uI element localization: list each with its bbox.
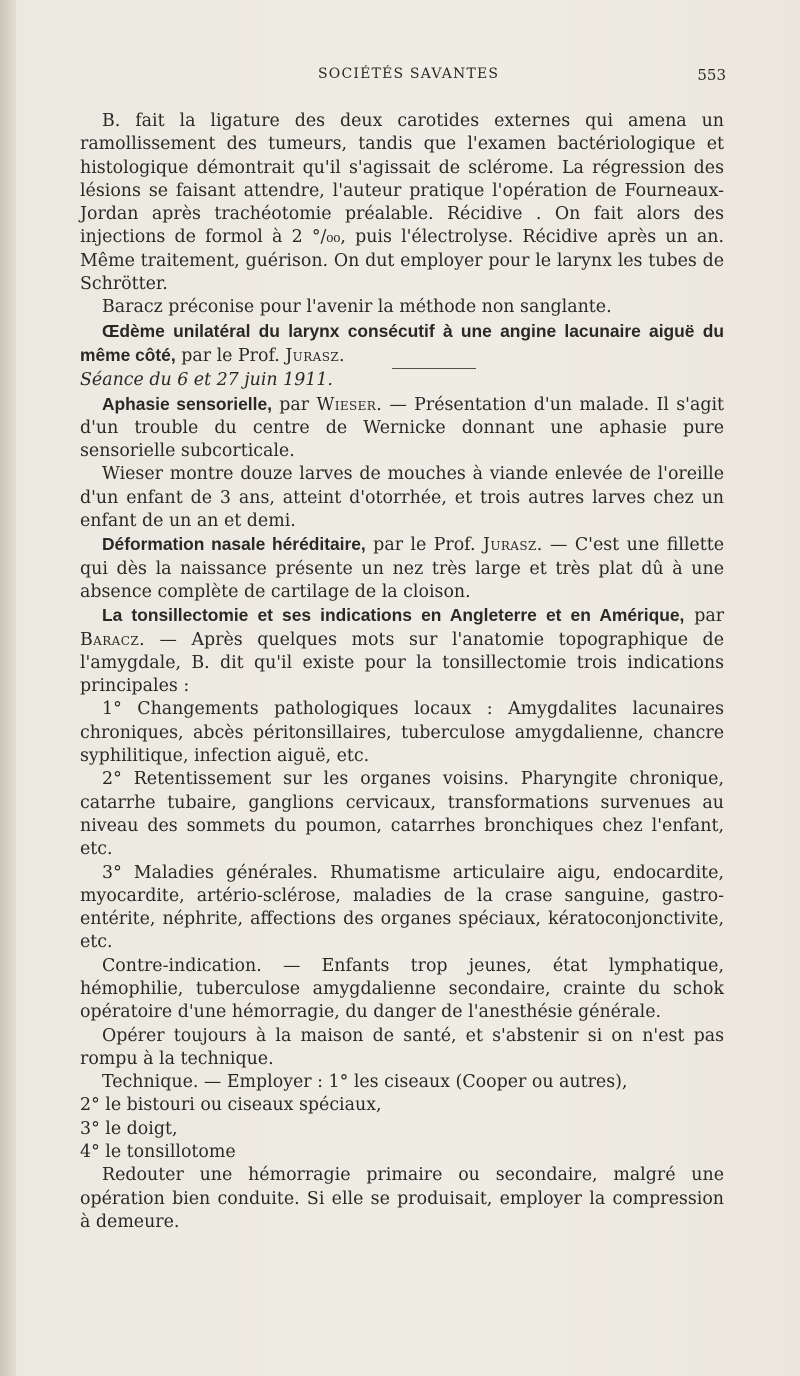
technique-line-4: 4° le tonsillotome	[80, 1142, 236, 1163]
paragraph-indication-1: 1° Changements pathologiques locaux : Amygdalites lacunaires chroniques, abcès péritonsillaires, tuberculose amygdalienne, chancre syphilitique, infection aiguë, etc.	[80, 699, 724, 767]
running-head: SOCIÉTÉS SAVANTES	[318, 66, 500, 82]
section-title-oedeme: Œdème unilatéral du larynx consécutif à une angine lacunaire aiguë du même côté,	[80, 320, 724, 365]
paragraph-contre-indication: Contre-indication. — Enfants trop jeunes, état lymphatique, hémophilie, tuberculose amygdalienne secondaire, crainte du schok opératoire d'une hémorragie, du danger de l'anesthésie générale.	[80, 955, 724, 1023]
paragraph-aphasie	[80, 393, 724, 464]
paragraph-indication-2: 2° Retentissement sur les organes voisins. Pharyngite chronique, catarrhe tubaire, ganglions cervicaux, transformations survenues au niveau des sommets du poumon, catarrhes bronchiques chez l'enfant, etc.	[80, 769, 724, 860]
page-number: 553	[697, 66, 726, 84]
technique-line-1: Technique. — Employer : 1° les ciseaux (Cooper ou autres),	[102, 1072, 628, 1093]
author-wieser: Wieser.	[316, 394, 383, 415]
paragraph-deformation	[80, 533, 724, 604]
tonsillectomie-text: — Après quelques mots sur l'anatomie topographique de l'amygdale, B. dit qu'il existe pour la tonsillectomie trois indications principales :	[80, 629, 724, 697]
page-header	[80, 66, 726, 88]
technique-line-2: 2° le bistouri ou ciseaux spéciaux,	[80, 1095, 382, 1116]
par-text: par le Prof.	[365, 535, 483, 556]
section-title-tonsillectomie: La tonsillectomie et ses indications en Angleterre et en Amérique,	[102, 605, 685, 626]
par-text: par	[271, 394, 317, 415]
technique-line-3: 3° le doigt,	[80, 1118, 178, 1139]
paragraph-oedeme	[80, 320, 724, 369]
par-text: par le Prof.	[175, 345, 286, 366]
paragraph-hemorragie: Redouter une hémorragie primaire ou secondaire, malgré une opération bien conduite. Si elle se produisait, employer la compression à demeure.	[80, 1165, 724, 1232]
paragraph-tonsillectomie	[80, 604, 724, 698]
section-title-aphasie: Aphasie sensorielle,	[102, 393, 272, 414]
body-text	[80, 110, 724, 1234]
paragraph-indication-3: 3° Maladies générales. Rhumatisme articulaire aigu, endocardite, myocardite, artério-sclérose, maladies de la crase sanguine, gastro-entérite, néphrite, affections des organes spéciaux, kératoconjonctivite, etc.	[80, 862, 724, 953]
section-title-deformation: Déformation nasale héréditaire,	[102, 534, 366, 555]
aphasie-text: — Présentation d'un malade. Il s'agit d'un trouble du centre de Wernicke donnant une aphasie pure sensorielle subcorticale.	[80, 394, 724, 462]
paragraph-baracz-methode: Baracz préconise pour l'avenir la méthode non sanglante.	[102, 297, 612, 318]
paragraph-larves: Wieser montre douze larves de mouches à viande enlevée de l'oreille d'un enfant de 3 ans, atteint d'otorrhée, et trois autres larves chez un enfant de un an et demi.	[80, 464, 724, 532]
author-baracz: Baracz.	[80, 629, 145, 650]
deformation-text: — C'est une fillette qui dès la naissance présente un nez très large et très plat dû à une absence complète de cartilage de la cloison.	[80, 535, 724, 602]
author-jurasz: Jurasz.	[285, 345, 345, 366]
page-edge-shadow	[0, 0, 16, 1376]
paragraph-maison-de-sante: Opérer toujours à la maison de santé, et s'abstenir si on n'est pas rompu à la technique.	[80, 1025, 724, 1069]
par-text: par	[684, 606, 725, 627]
paragraph-sclerome: B. fait la ligature des deux carotides externes qui amena un ramollissement des tumeurs, tandis que l'examen bactériologique et histologique démontrait qu'il s'agissait de sclérome. La régression des lésions se faisant attendre, l'auteur pratique l'opération de Fourneaux-Jordan après trachéotomie préalable. Récidive . On fait alors des injections de formol à 2 °/₀₀, puis l'électrolyse. Récidive après un an. Même traitement, guérison. On dut employer pour le larynx les tubes de Schrötter.	[80, 111, 724, 295]
seance-heading: Séance du 6 et 27 juin 1911.	[80, 370, 333, 391]
author-jurasz: Jurasz.	[482, 535, 543, 556]
